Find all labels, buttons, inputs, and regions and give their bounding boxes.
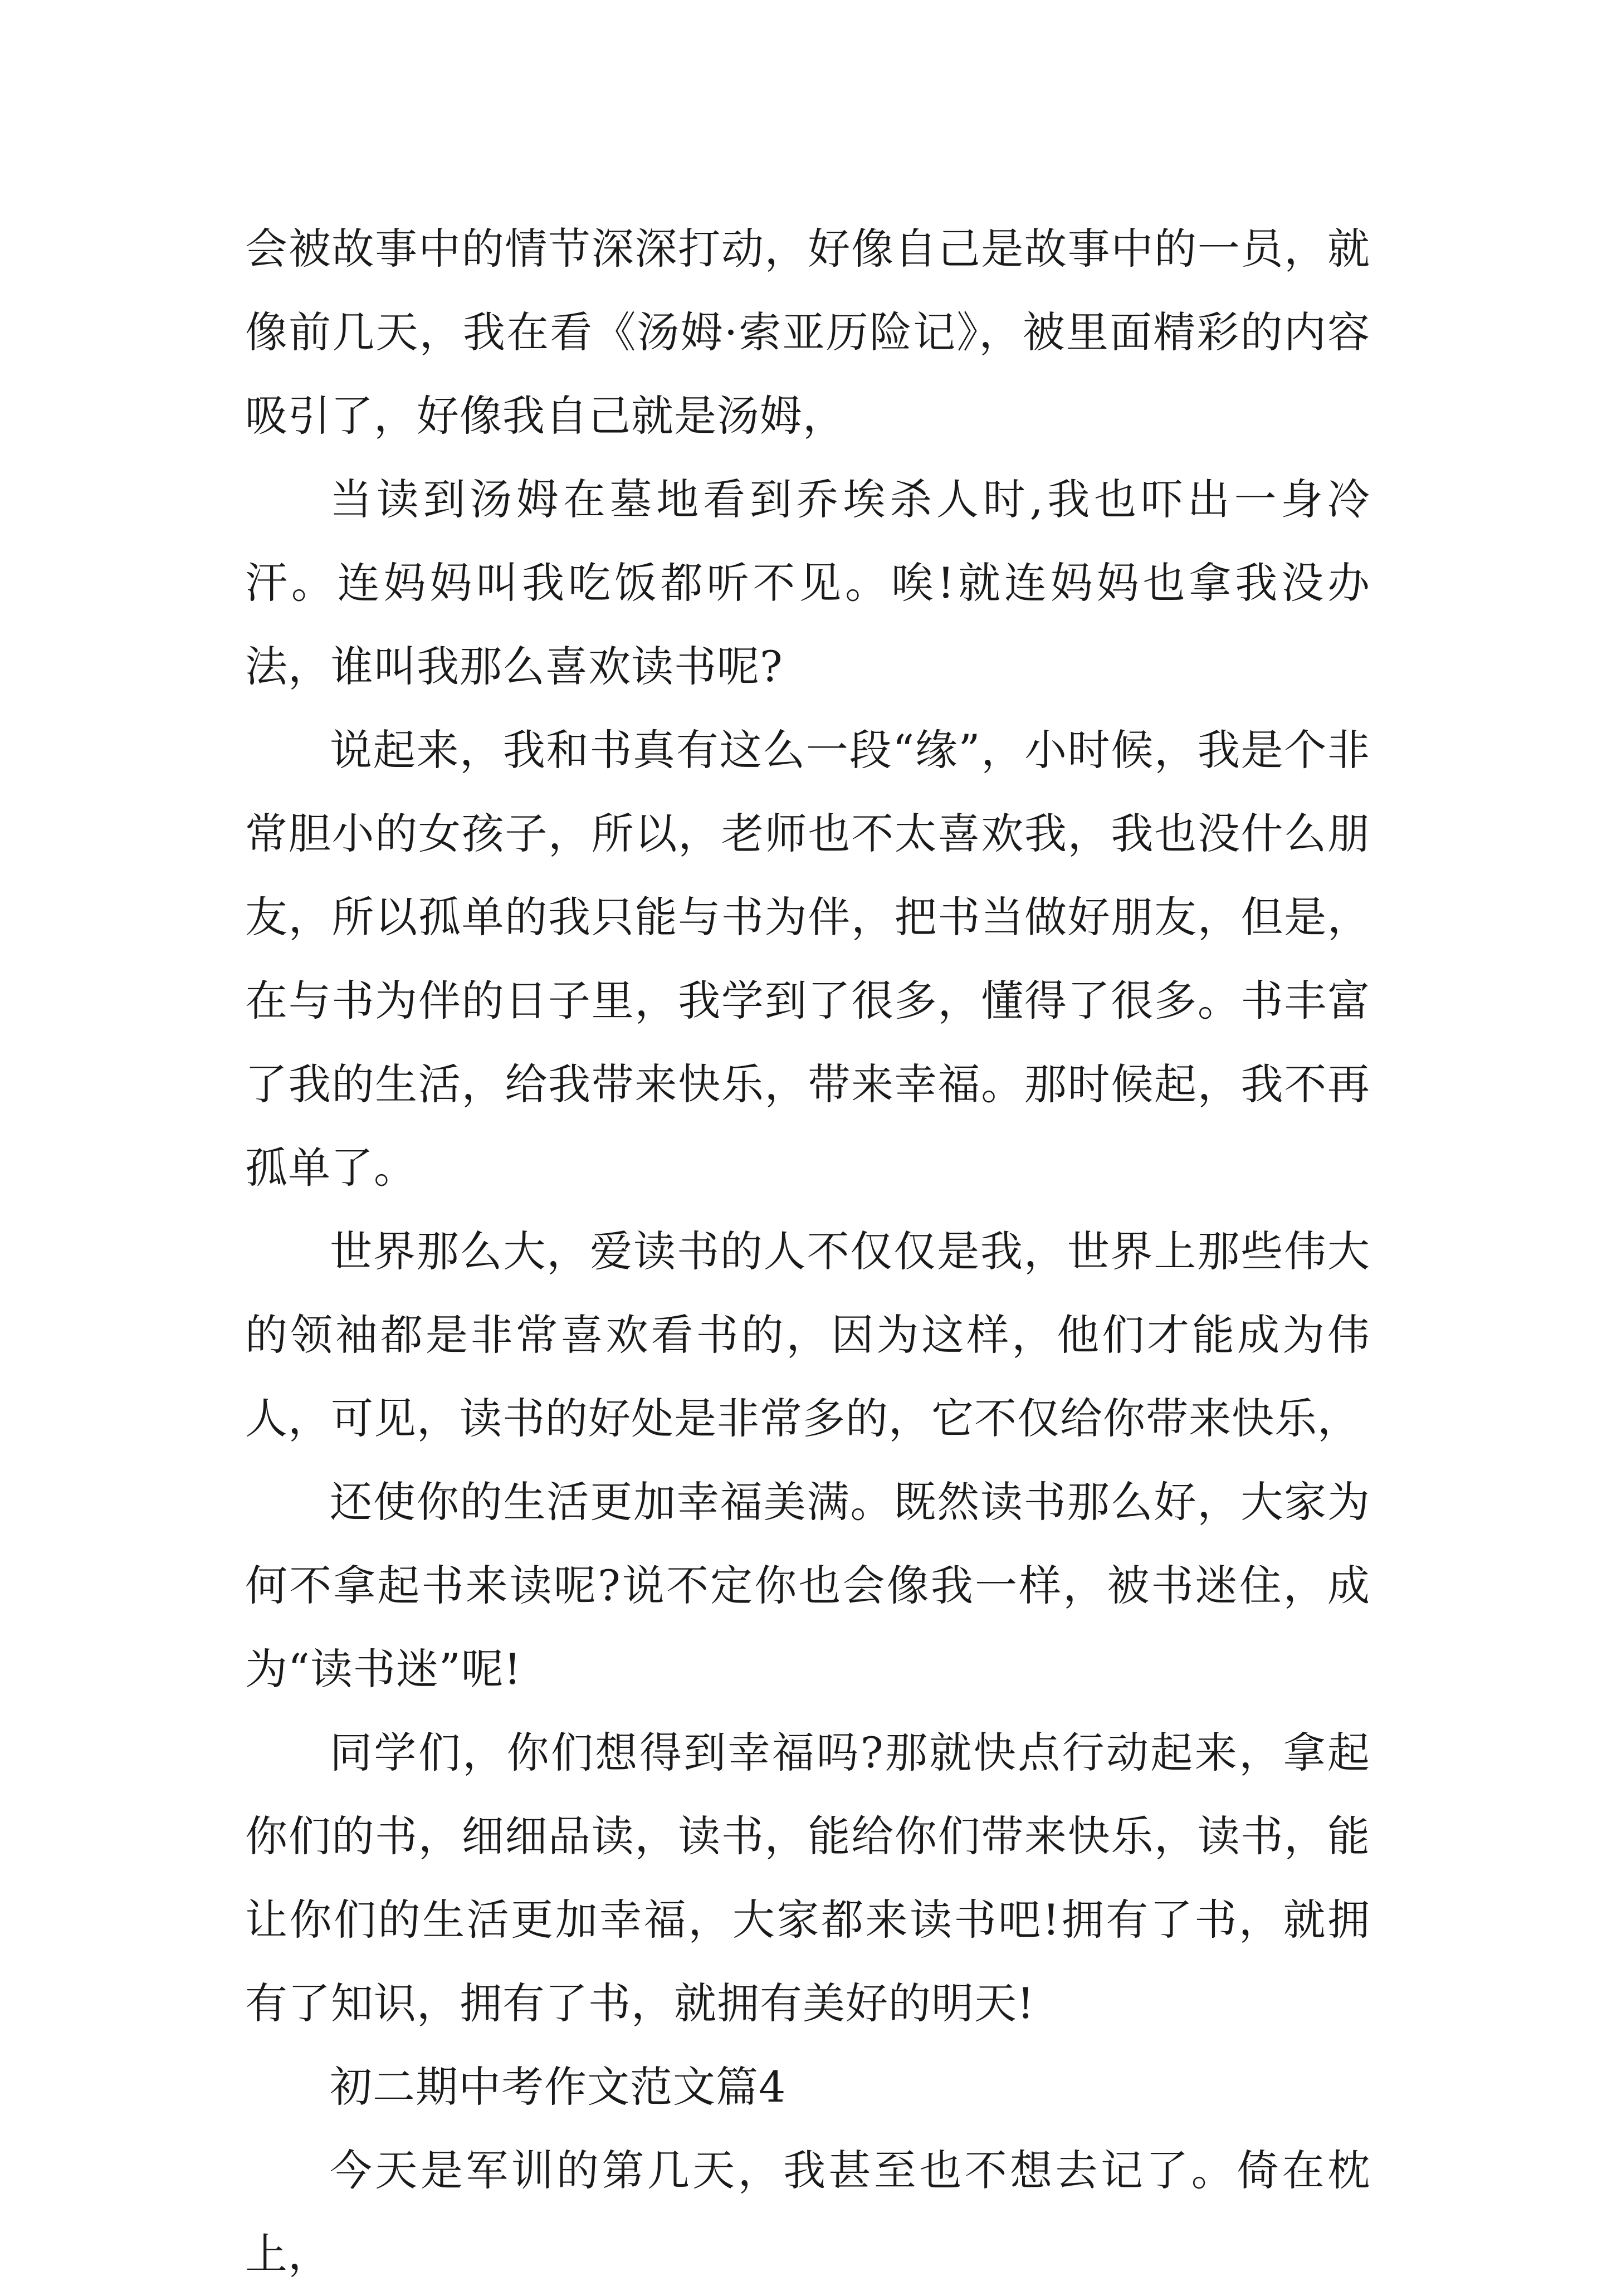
paragraph: 说起来，我和书真有这么一段“缘”，小时候，我是个非常胆小的女孩子，所以，老师也不太喜欢我，我也没什么朋友，所以孤单的我只能与书为伴，把书当做好朋友，但是，在与书为伴的日子里，我学到了很多，懂得了很多。书丰富了我的生活，给我带来快乐，带来幸福。那时候起，我不再孤单了。 (245, 725, 1370, 1193)
paragraph: 当读到汤姆在墓地看到乔埃杀人时,我也吓出一身冷汗。连妈妈叫我吃饭都听不见。唉!就连妈妈也拿我没办法，谁叫我那么喜欢读书呢? (245, 475, 1370, 691)
paragraph: 还使你的生活更加幸福美满。既然读书那么好，大家为何不拿起书来读呢?说不定你也会像我一样，被书迷住，成为“读书迷”呢! (245, 1477, 1370, 1694)
paragraph: 世界那么大，爱读书的人不仅仅是我，世界上那些伟大的领袖都是非常喜欢看书的，因为这样，他们才能成为伟人，可见，读书的好处是非常多的，它不仅给你带来快乐， (245, 1227, 1370, 1443)
section-title: 初二期中考作文范文篇4 (330, 2062, 787, 2112)
paragraph: 今天是军训的第几天，我甚至也不想去记了。倚在枕上， (245, 2146, 1370, 2279)
paragraph-continued: 会被故事中的情节深深打动，好像自己是故事中的一员，就像前几天，我在看《汤姆·索亚历险记》，被里面精彩的内容吸引了，好像我自己就是汤姆， (245, 224, 1370, 441)
paragraph: 同学们，你们想得到幸福吗?那就快点行动起来，拿起你们的书，细细品读，读书，能给你们带来快乐，读书，能让你们的生活更加幸福，大家都来读书吧!拥有了书，就拥有了知识，拥有了书，就拥有美好的明天! (245, 1728, 1370, 2028)
document-page (245, 207, 1370, 2296)
